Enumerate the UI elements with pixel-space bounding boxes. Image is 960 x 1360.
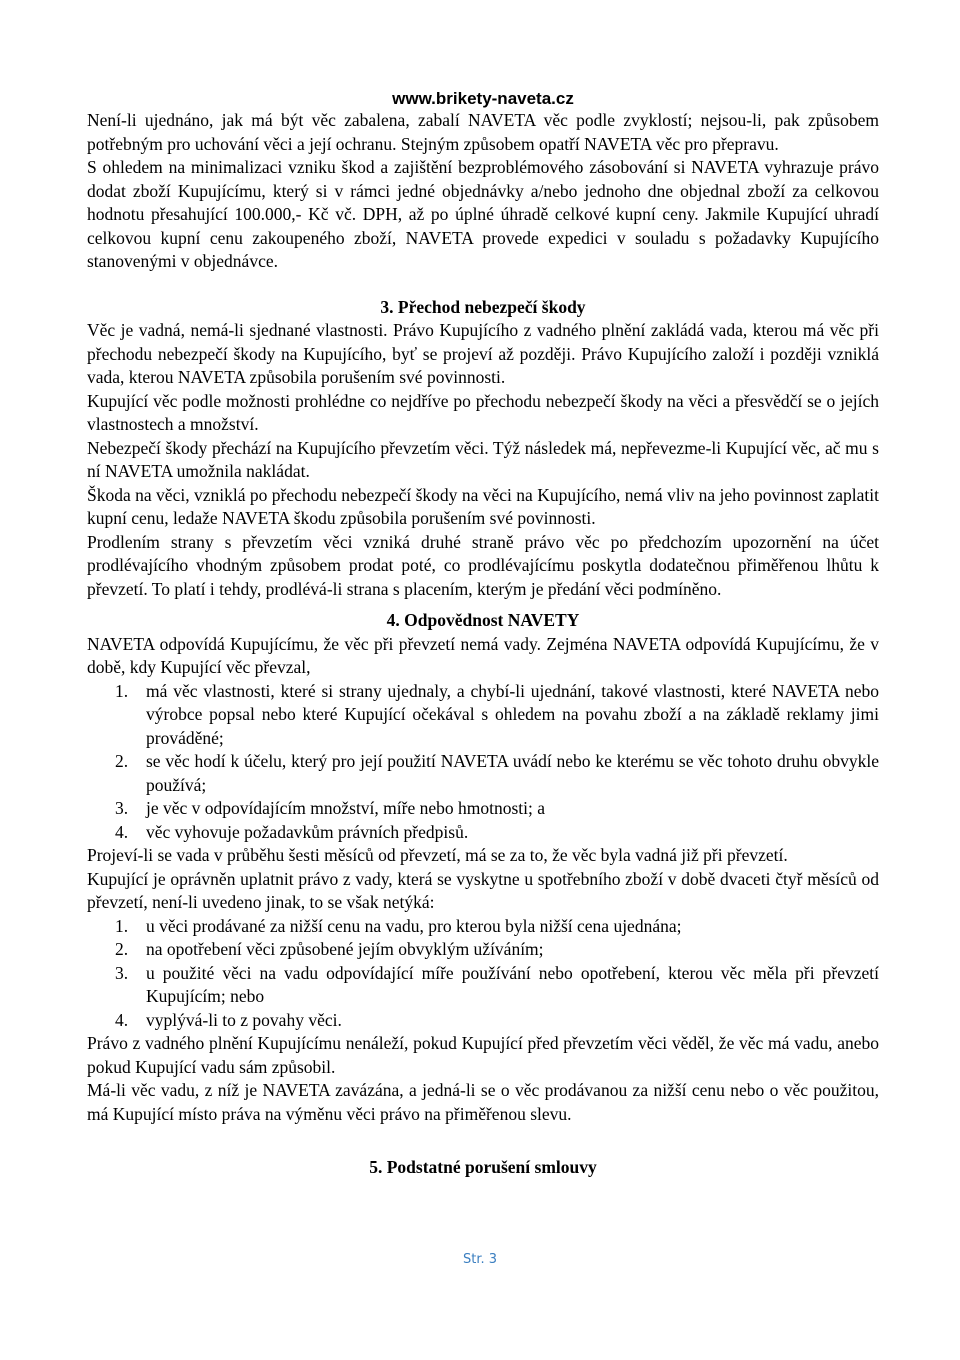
exceptions-list — [87, 915, 879, 1033]
list-item: 3. je věc v odpovídajícím množství, míře nebo hmotnosti; a — [115, 798, 546, 818]
section-3-paragraph-5: Prodlením strany s převzetím věci vzniká druhé straně právo věc po předchozím upozornění na účet prodlévajícího vhodným způsobem prodat poté, co prodlévajícímu poskytla dodatečnou přiměřenou lhůtu k převzetí. To platí i tehdy, prodlévá-li strana s placením, kterým je předání věci podmíněno. — [87, 531, 879, 599]
section-3-paragraph-1: Věc je vadná, nemá-li sjednané vlastnosti. Právo Kupujícího z vadného plnění zakládá vada, kterou má věc při přechodu nebezpečí škody na Kupujícího, byť se projeví až později. Právo Kupujícího založí i později vzniklá vada, kterou NAVETA způsobila porušením své povinnosti. — [87, 320, 879, 387]
section-4-heading: 4. Odpovědnost NAVETY — [386, 610, 580, 630]
document-page — [87, 88, 879, 1180]
section-5-heading: 5. Podstatné porušení smlouvy — [369, 1157, 597, 1177]
warranty-list — [87, 680, 879, 845]
section-3-paragraph-2: Kupující věc podle možnosti prohlédne co nejdříve po přechodu nebezpečí škody na věci a přesvědčí se o jejích vlastnostech a množství. — [87, 390, 879, 434]
list-item: 4. vyplývá-li to z povahy věci. — [115, 1009, 342, 1030]
section-4-paragraph-4: Právo z vadného plnění Kupujícímu nenáleží, pokud Kupující před převzetím věci věděl, že věc má vadu, anebo pokud Kupující vadu sám způsobil. — [87, 1033, 879, 1077]
site-url-header[interactable]: www.brikety-naveta.cz — [392, 89, 574, 108]
list-item: 3. u použité věci na vadu odpovídající míře používání nebo opotřebení, kterou věc měla při převzetí Kupujícím; nebo — [115, 962, 879, 1006]
list-item: 2. se věc hodí k účelu, který pro její použití NAVETA uvádí nebo ke kterému se věc tohoto druhu obvykle používá; — [115, 751, 879, 795]
section-3-heading: 3. Přechod nebezpečí škody — [380, 296, 586, 317]
list-item: 2. na opotřebení věci způsobené jejím obvyklým užíváním; — [115, 939, 544, 959]
section-4-paragraph-2: Projeví-li se vada v průběhu šesti měsíců od převzetí, má se za to, že věc byla vadná již při převzetí. — [87, 845, 788, 865]
intro-paragraph-1: Není-li ujednáno, jak má být věc zabalena, zabalí NAVETA věc podle zvyklostí; nejsou-li, pak způsobem potřebným pro uchování věci a její ochranu. Stejným způsobem opatří NAVETA věc pro přepravu. — [87, 110, 879, 154]
section-3-paragraph-3: Nebezpečí škody přechází na Kupujícího převzetím věci. Týž následek má, nepřevezme-li Kupující věc, ač mu s ní NAVETA umožnila nakládat. — [87, 437, 879, 481]
section-4-paragraph-5: Má-li věc vadu, z níž je NAVETA zavázána, a jedná-li se o věc prodávanou za nižší cenu nebo o věc použitou, má Kupující místo práva na výměnu věci právo na přiměřenou slevu. — [87, 1080, 879, 1124]
list-item: 1. u věci prodávané za nižší cenu na vadu, pro kterou byla nižší cena ujednána; — [115, 915, 682, 936]
page-number: Str. 3 — [462, 1252, 498, 1267]
section-4-paragraph-3: Kupující je oprávněn uplatnit právo z vady, která se vyskytne u spotřebního zboží v době dvaceti čtyř měsíců od převzetí, není-li uvedeno jinak, to se však netýká: — [87, 868, 879, 912]
list-item: 4. věc vyhovuje požadavkům právních předpisů. — [115, 821, 469, 842]
intro-paragraph-2: S ohledem na minimalizaci vzniku škod a zajištění bezproblémového zásobování si NAVETA vyhrazuje právo dodat zboží Kupujícímu, který si v rámci jedné objednávky a/nebo jednoho dne objednal zboží za celkovou hodnotu přesahující 100.000,- Kč vč. DPH, až po úplné úhradě celkové kupní ceny. Jakmile Kupující uhradí celkovou kupní cenu zakoupeného zboží, NAVETA provede expedici v souladu s požadavky Kupujícího stanovenými v objednávce. — [87, 157, 879, 271]
section-4-paragraph-1: NAVETA odpovídá Kupujícímu, že věc při převzetí nemá vady. Zejména NAVETA odpovídá Kupujícímu, že v době, kdy Kupující věc převzal, — [87, 633, 879, 677]
list-item: 1. má věc vlastnosti, které si strany ujednaly, a chybí-li ujednání, takové vlastnosti, které NAVETA nebo výrobce popsal nebo které Kupující očekával s ohledem na povahu zboží a na základě reklamy jimi prováděné; — [115, 680, 879, 748]
section-3-paragraph-4: Škoda na věci, vzniklá po přechodu nebezpečí škody na věci na Kupujícího, nemá vliv na jeho povinnost zaplatit kupní cenu, ledaže NAVETA škodu způsobila porušením své povinnosti. — [87, 484, 879, 528]
